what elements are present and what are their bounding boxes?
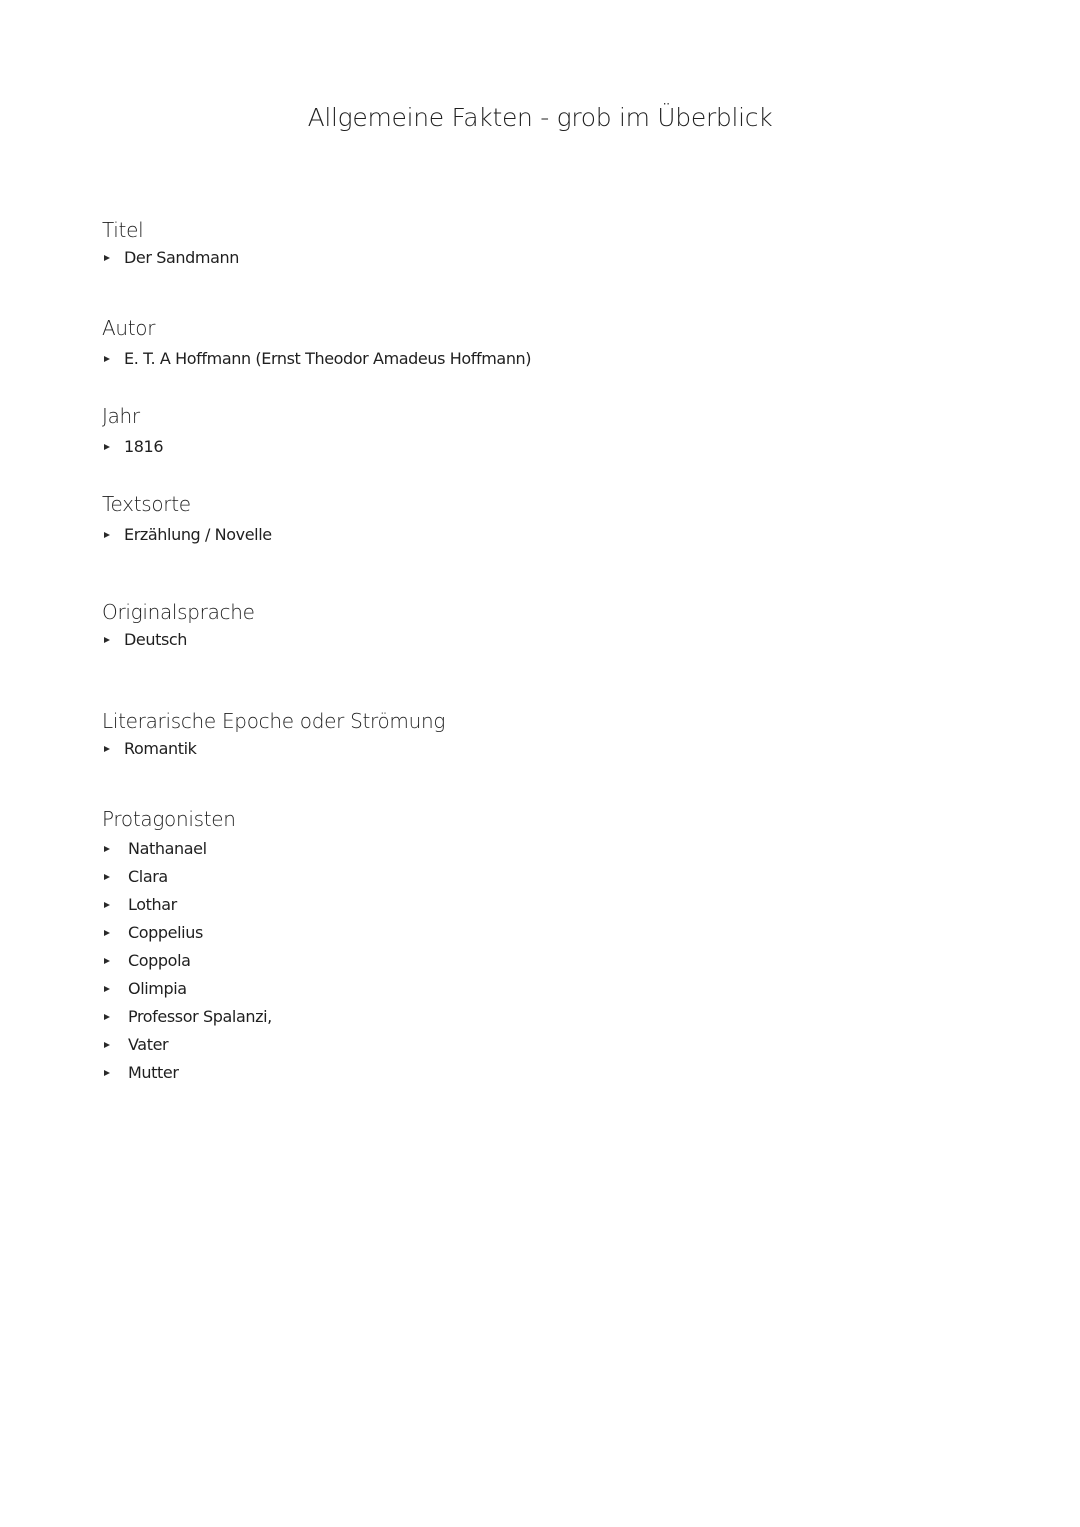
list-item <box>102 835 902 863</box>
list-item <box>102 919 902 947</box>
bullet-triangle-icon <box>104 1014 110 1020</box>
bullet-list <box>102 345 902 373</box>
bullet-triangle-icon <box>104 874 110 880</box>
list-item-text: Nathanael <box>128 839 207 858</box>
list-item <box>102 891 902 919</box>
section-jahr <box>102 402 902 461</box>
bullet-list <box>102 244 902 272</box>
bullet-list <box>102 835 902 1087</box>
bullet-triangle-icon <box>104 532 110 538</box>
list-item <box>102 244 902 272</box>
list-item <box>102 521 902 549</box>
section-titel <box>102 216 902 272</box>
list-item-text: E. T. A Hoffmann (Ernst Theodor Amadeus Hoffmann) <box>124 349 532 368</box>
section-autor <box>102 314 902 373</box>
list-item <box>102 947 902 975</box>
list-item-text: Vater <box>128 1035 169 1054</box>
list-item-text: 1816 <box>124 437 164 456</box>
bullet-triangle-icon <box>104 1042 110 1048</box>
section-heading: Textsorte <box>102 492 191 516</box>
bullet-triangle-icon <box>104 356 110 362</box>
list-item-text: Romantik <box>124 739 197 758</box>
list-item <box>102 735 902 763</box>
list-item-text: Deutsch <box>124 630 188 649</box>
section-originalsprache <box>102 598 902 654</box>
list-item-text: Der Sandmann <box>124 248 239 267</box>
bullet-triangle-icon <box>104 986 110 992</box>
list-item-text: Mutter <box>128 1063 179 1082</box>
bullet-list <box>102 433 902 461</box>
bullet-list <box>102 735 902 763</box>
bullet-triangle-icon <box>104 637 110 643</box>
bullet-triangle-icon <box>104 255 110 261</box>
bullet-triangle-icon <box>104 746 110 752</box>
list-item <box>102 433 902 461</box>
bullet-triangle-icon <box>104 846 110 852</box>
list-item <box>102 1059 902 1087</box>
section-heading: Literarische Epoche oder Strömung <box>102 709 446 733</box>
list-item-text: Coppola <box>128 951 191 970</box>
section-epoche <box>102 707 902 763</box>
bullet-list <box>102 626 902 654</box>
section-heading: Autor <box>102 316 156 340</box>
list-item-text: Erzählung / Novelle <box>124 525 272 544</box>
section-heading: Jahr <box>102 404 140 428</box>
list-item <box>102 1031 902 1059</box>
section-heading: Originalsprache <box>102 600 255 624</box>
page-title: Allgemeine Fakten - grob im Überblick <box>307 103 773 132</box>
section-heading: Protagonisten <box>102 807 236 831</box>
bullet-triangle-icon <box>104 444 110 450</box>
list-item-text: Olimpia <box>128 979 187 998</box>
bullet-triangle-icon <box>104 930 110 936</box>
list-item <box>102 975 902 1003</box>
list-item <box>102 863 902 891</box>
list-item <box>102 626 902 654</box>
list-item <box>102 1003 902 1031</box>
bullet-triangle-icon <box>104 902 110 908</box>
list-item-text: Clara <box>128 867 168 886</box>
list-item-text: Professor Spalanzi, <box>128 1007 272 1026</box>
list-item-text: Coppelius <box>128 923 203 942</box>
section-protagonisten <box>102 805 902 1087</box>
list-item-text: Lothar <box>128 895 177 914</box>
bullet-triangle-icon <box>104 958 110 964</box>
list-item <box>102 345 902 373</box>
section-textsorte <box>102 490 902 549</box>
bullet-list <box>102 521 902 549</box>
bullet-triangle-icon <box>104 1070 110 1076</box>
section-heading: Titel <box>102 218 144 242</box>
